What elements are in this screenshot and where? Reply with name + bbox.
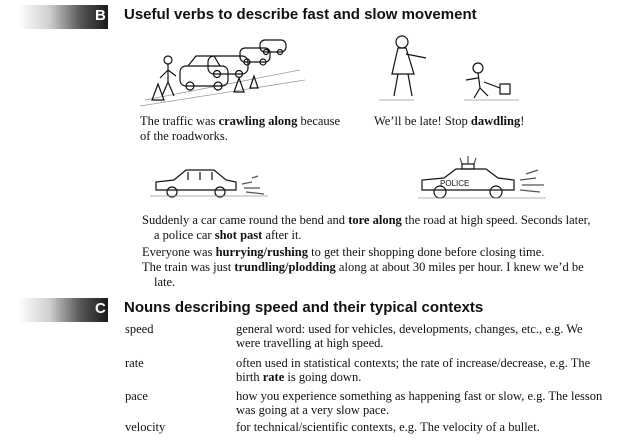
traffic-jam-illustration <box>140 30 310 108</box>
sentence-3-line-1 <box>142 260 612 275</box>
definition-speed <box>236 322 621 350</box>
term-rate: rate <box>125 356 144 370</box>
section-b-title: Useful verbs to describe fast and slow movement <box>124 6 477 23</box>
s1b-text-2: after it. <box>262 228 302 242</box>
sentence-3-line-2: late. <box>154 275 176 289</box>
definition-pace-line-2: was going at a very slow pace. <box>236 403 390 417</box>
s2-text-2: to get their shopping done before closing time. <box>307 245 545 259</box>
s2-bold: hurrying/rushing <box>215 245 308 259</box>
caption-traffic-text-2: because of the roadworks. <box>140 114 341 143</box>
speeding-car-illustration <box>148 164 273 204</box>
caption-traffic-text-1: The traffic was <box>140 114 219 128</box>
definition-velocity-line-1: for technical/scientific contexts, e.g. The velocity of a bullet. <box>236 420 540 434</box>
definition-rate-bold: rate <box>262 370 285 384</box>
caption-dawdling-text-2: ! <box>520 114 525 128</box>
definition-rate-text-1: birth <box>236 370 263 384</box>
section-c-title: Nouns describing speed and their typical contexts <box>124 299 484 316</box>
term-speed: speed <box>125 322 154 336</box>
definition-rate <box>236 356 621 384</box>
police-car-illustration <box>416 152 551 204</box>
dawdling-illustration <box>374 30 524 110</box>
s1b-text-1: a police car <box>154 228 215 242</box>
section-b-letter: B <box>95 7 106 24</box>
sentence-1-line-1 <box>142 213 612 228</box>
sentence-tore-along <box>142 213 612 243</box>
definition-pace-line-1: how you experience something as happening fast or slow, e.g. The lesson <box>236 389 603 403</box>
definition-speed-line-2: were travelling at high speed. <box>236 336 384 350</box>
s1-text-2: the road at high speed. Seconds later, <box>401 213 591 227</box>
s2-text-1: Everyone was <box>142 245 216 259</box>
caption-dawdling-bold: dawdling <box>470 114 521 128</box>
definition-rate-line-1: often used in statistical contexts; the rate of increase/decrease, e.g. The <box>236 356 591 370</box>
definition-speed-line-1: general word: used for vehicles, developments, changes, etc., e.g. We <box>236 322 583 336</box>
s1-text-1: Suddenly a car came round the bend and <box>142 213 349 227</box>
s3-text-1: The train was just <box>142 260 235 274</box>
caption-dawdling <box>374 114 574 129</box>
s1-bold-1: tore along <box>348 213 402 227</box>
sentence-hurrying <box>142 245 612 260</box>
sentence-1-line-2 <box>142 228 612 243</box>
s3-bold: trundling/plodding <box>234 260 336 274</box>
section-c-letter: C <box>95 300 106 317</box>
police-sign-text: POLICE <box>440 179 470 188</box>
caption-traffic-bold: crawling along <box>218 114 298 128</box>
s1b-bold: shot past <box>214 228 263 242</box>
definition-rate-line-2 <box>236 370 621 384</box>
s3-text-2: along at about 30 miles per hour. I knew we’d be <box>335 260 584 274</box>
definition-velocity <box>236 420 621 434</box>
caption-traffic <box>140 114 350 144</box>
definition-pace <box>236 389 621 417</box>
definition-rate-text-2: is going down. <box>284 370 362 384</box>
caption-dawdling-text-1: We’ll be late! Stop <box>374 114 471 128</box>
term-pace: pace <box>125 389 148 403</box>
sentence-trundling <box>142 260 612 290</box>
term-velocity: velocity <box>125 420 166 434</box>
